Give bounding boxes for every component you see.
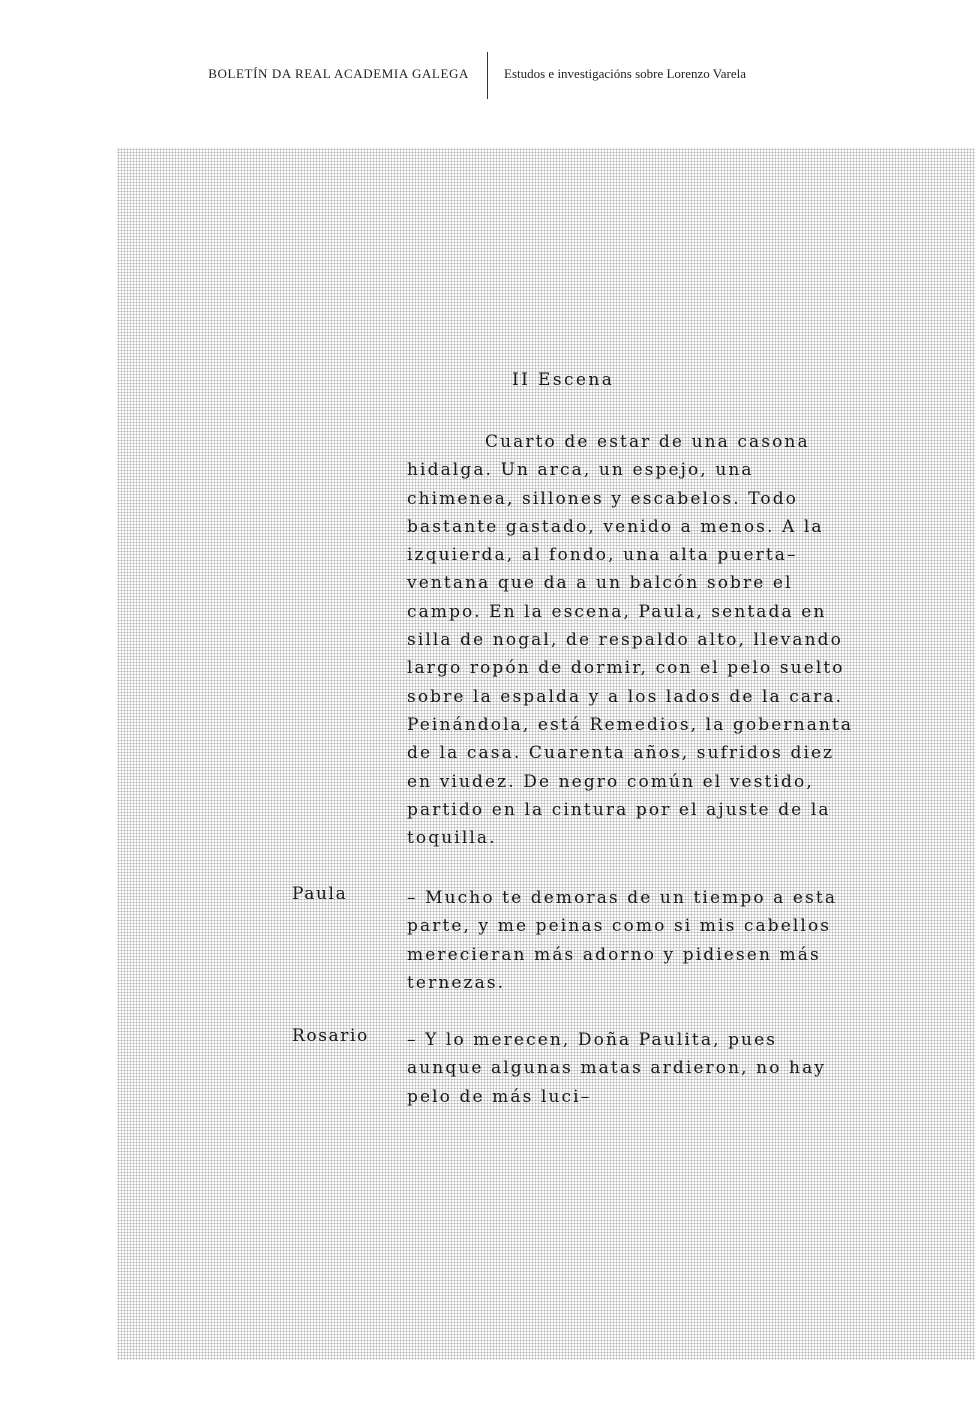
dialogue-line: ternezas.	[407, 972, 506, 993]
journal-title: BOLETÍN DA REAL ACADEMIA GALEGA	[208, 66, 469, 81]
stage-direction-line: silla de nogal, de respaldo alto, llevando	[407, 630, 843, 651]
dialogue-line: – Mucho te demoras de un tiempo a esta	[407, 888, 838, 908]
header-divider	[487, 52, 488, 99]
stage-direction-line: partido en la cintura por el ajuste de la	[407, 799, 831, 820]
dialogue-line: – Y lo merecen, Doña Paulita, pues	[407, 1030, 778, 1050]
stage-direction	[407, 428, 854, 852]
section-title: Estudos e investigacións sobre Lorenzo Varela	[504, 66, 746, 81]
stage-direction-line: chimenea, sillones y escabelos. Todo	[407, 488, 799, 509]
stage-direction-line: largo ropón de dormir, con el pelo suelto	[407, 658, 845, 679]
stage-direction-line: bastante gastado, venido a menos. A la	[407, 516, 824, 537]
stage-direction-line: en viudez. De negro común el vestido,	[407, 771, 814, 792]
dialogue-line: pelo de más luci–	[407, 1086, 592, 1107]
stage-direction-line: Cuarto de estar de una casona	[485, 432, 810, 452]
scene-title: II Escena	[512, 370, 615, 390]
stage-direction-line: hidalga. Un arca, un espejo, una	[407, 460, 754, 481]
stage-direction-line: sobre la espalda y a los lados de la cara.	[407, 686, 844, 707]
speaker-paula: Paula	[292, 884, 348, 904]
dialogue-line: parte, y me peinas como si mis cabellos	[407, 916, 832, 937]
stage-direction-line: campo. En la escena, Paula, sentada en	[407, 601, 827, 622]
dialogue-paula	[407, 884, 837, 997]
stage-direction-line: de la casa. Cuarenta años, sufridos diez	[407, 743, 835, 764]
stage-direction-line: toquilla.	[407, 828, 497, 849]
stage-direction-line: ventana que da a un balcón sobre el	[407, 573, 793, 594]
dialogue-line: aunque algunas matas ardieron, no hay	[407, 1058, 827, 1079]
speaker-rosario: Rosario	[292, 1026, 369, 1046]
dialogue-rosario	[407, 1026, 837, 1111]
typescript-page-scan	[117, 148, 975, 1360]
running-header	[0, 52, 975, 100]
stage-direction-line: izquierda, al fondo, una alta puerta–	[407, 545, 798, 566]
dialogue-line: merecieran más adorno y pidiesen más	[407, 944, 821, 965]
stage-direction-line: Peinándola, está Remedios, la gobernanta	[407, 714, 854, 735]
